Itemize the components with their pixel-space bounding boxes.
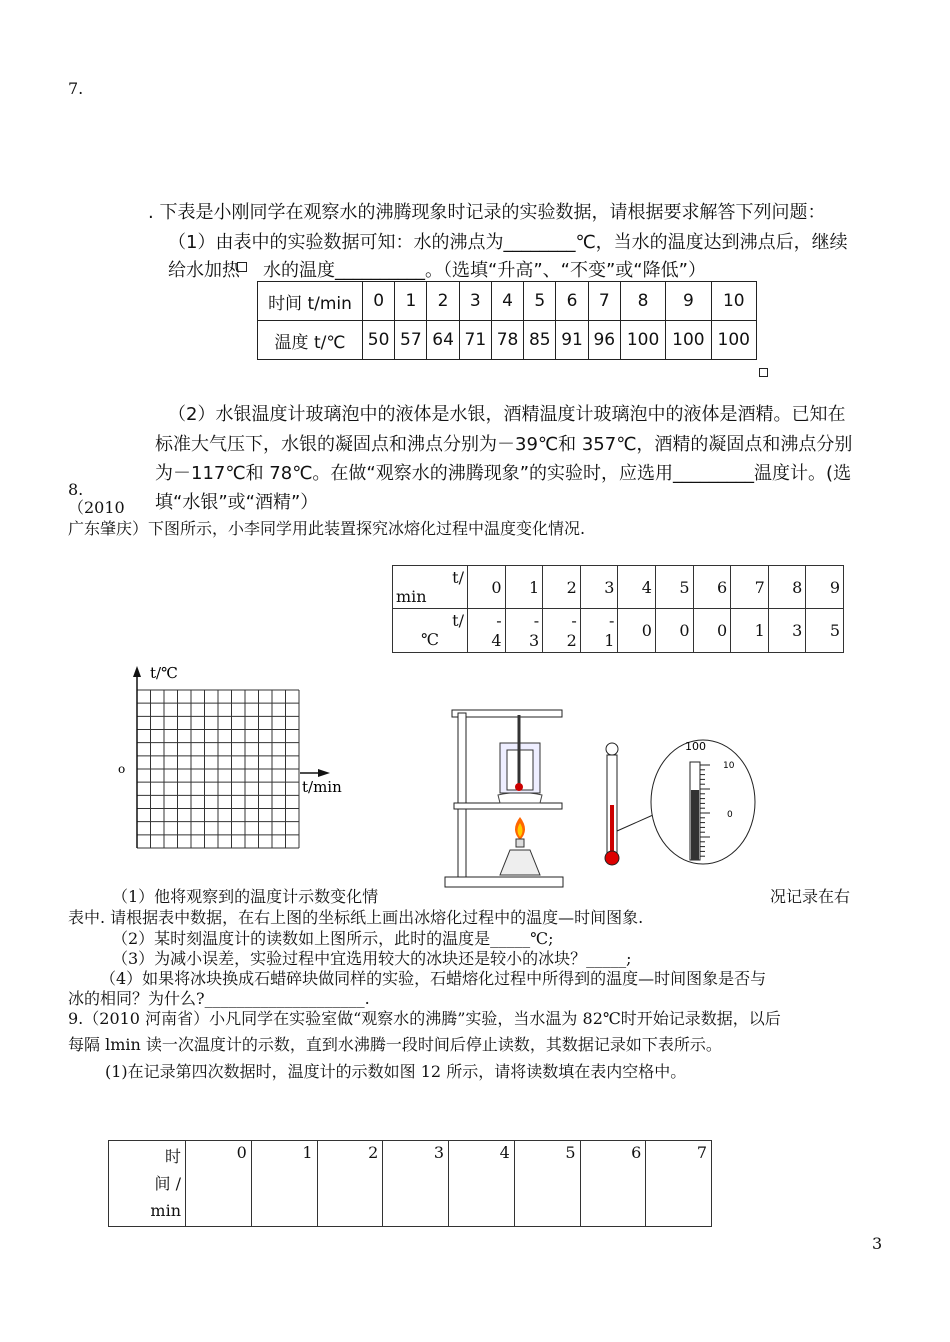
table-cell: t/ ℃ [393,609,468,653]
table-cell: 0 [655,609,693,653]
table-cell: 3 [580,566,618,609]
table-cell: 3 [383,1141,449,1227]
q7-data-table [257,281,757,360]
graph-paper [110,660,360,855]
table-cell: 50 [363,321,395,360]
alcohol-lamp [500,850,540,875]
q9-data-table [108,1140,712,1227]
q8-q4-line1: （4）如果将冰块换成石蜡碎块做同样的实验，石蜡熔化过程中所得到的温度—时间图象是否与 [100,969,767,988]
heating-apparatus [440,705,570,895]
table-cell: 0 [693,609,731,653]
table-cell: 71 [459,321,491,360]
table-cell: - 3 [505,609,543,653]
table-cell: 10 [711,282,756,321]
table-cell: 5 [655,566,693,609]
table-cell: 7 [646,1141,712,1227]
q8-q1-part-c: 表中. 请根据表中数据，在右上图的坐标纸上画出冰熔化过程中的温度—时间图象. [68,908,644,927]
q7-part2-line4: 填“水银”或“酒精”） [155,492,319,513]
callout-line [617,815,653,831]
q8-year: （2010 [68,498,125,517]
table-cell: 100 [666,321,711,360]
y-axis-label: t/℃ [150,664,178,682]
table-cell: 8 [620,282,665,321]
table-cell: 3 [768,609,806,653]
x-axis-arrow-icon [318,769,330,777]
ring-support [454,803,562,809]
clamp-arm [452,710,562,717]
q7-part2-line3: 为－117℃和 78℃。在做“观察水的沸腾现象”的实验时，应选用_________温度计。(选 [155,463,852,484]
wire-gauze [498,793,542,804]
table-row [258,321,757,360]
table-cell: 96 [588,321,620,360]
q8-q3: （3）为减小误差，实验过程中宜选用较大的冰块还是较小的冰块？_____; [112,949,632,968]
table-cell: 1 [505,566,543,609]
table-cell: 5 [514,1141,580,1227]
table-cell: 时 间 / min [109,1141,186,1227]
q8-q1-part-b: 况记录在右 [770,887,851,906]
q7-part2-line1: （2）水银温度计玻璃泡中的液体是水银，酒精温度计玻璃泡中的液体是酒精。已知在 [168,404,846,425]
table-cell: 6 [693,566,731,609]
table-row [393,566,844,609]
table-cell: - 2 [543,609,581,653]
resize-handle-icon [237,262,247,272]
table-cell: 5 [524,282,556,321]
stand-rod [458,713,466,883]
y-axis-arrow-icon [133,666,141,677]
table-cell: 4 [449,1141,515,1227]
q7-part2-line2: 标准大气压下，水银的凝固点和沸点分别为－39℃和 357℃，酒精的凝固点和沸点分别 [155,434,853,455]
table-cell: 85 [524,321,556,360]
table-cell: 4 [491,282,523,321]
q7-part1-line2a: 给水加热 [168,260,240,281]
q9-line3: (1)在记录第四次数据时，温度计的示数如图 12 所示，请将读数填在表内空格中。 [105,1062,687,1081]
table-cell: 0 [186,1141,252,1227]
q7-intro: . 下表是小刚同学在观察水的沸腾现象时记录的实验数据，请根据要求解答下列问题： [148,202,826,223]
q8-q2: （2）某时刻温度计的读数如上图所示，此时的温度是_____℃; [112,929,554,948]
zoom-liquid [691,790,699,860]
table-cell: 8 [768,566,806,609]
q8-number: 8. [68,480,84,499]
zoom-label-10: 10 [723,761,735,771]
table-cell: 温度 t/℃ [258,321,363,360]
table-cell: 1 [731,609,769,653]
q7-number: 7. [68,79,84,98]
q8-data-table [392,565,844,653]
q9-line1: 9.（2010 河南省）小凡同学在实验室做“观察水的沸腾”实验，当水温为 82℃时开始记录数据，以后 [68,1009,781,1028]
table-cell: 0 [618,609,656,653]
table-cell: 5 [806,609,844,653]
table-cell: 2 [427,282,459,321]
thermometer-bulb [515,783,523,791]
table-row [109,1141,712,1227]
table-cell: 9 [806,566,844,609]
table-cell: 7 [588,282,620,321]
zoom-callout [651,740,755,864]
table-cell: 78 [491,321,523,360]
table-cell: 6 [580,1141,646,1227]
table-cell: 1 [251,1141,317,1227]
table-cell: 57 [395,321,427,360]
table-row [258,282,757,321]
zoom-label-100: 100 [685,740,706,753]
x-axis-label: t/min [302,778,342,796]
table-cell: 100 [620,321,665,360]
table-cell: 7 [731,566,769,609]
table-cell: 9 [666,282,711,321]
table-cell: 0 [468,566,506,609]
thermometer-figure [595,735,765,875]
table-cell: 2 [543,566,581,609]
table-cell: 64 [427,321,459,360]
table-cell: 1 [395,282,427,321]
table-cell: 2 [317,1141,383,1227]
zoom-label-0: 0 [727,810,733,820]
q8-q1-part-a: （1）他将观察到的温度计示数变化情 [112,887,379,906]
lamp-wick [516,839,524,847]
table-cell: 3 [459,282,491,321]
q7-part1-line2b: 水的温度__________。（选填“升高”、“不变”或“降低”） [263,260,706,281]
stand-base [445,877,563,887]
table-cell: 91 [556,321,588,360]
table-cell: 时间 t/min [258,282,363,321]
grid-lines [137,690,299,848]
origin-label: o [118,762,126,776]
table-cell: - 4 [468,609,506,653]
table-cell: - 1 [580,609,618,653]
q7-part1-line1: （1）由表中的实验数据可知：水的沸点为________℃，当水的温度达到沸点后，继续 [168,232,848,253]
thermometer-liquid [610,805,614,855]
q8-q4-line2: 冰的相同？为什么?____________________. [68,989,370,1008]
thermometer-cap [606,743,618,755]
table-cell: 100 [711,321,756,360]
page-number: 3 [872,1234,883,1253]
table-cell: 6 [556,282,588,321]
q8-intro: 广东肇庆）下图所示，小李同学用此装置探究冰熔化过程中温度变化情况. [68,519,586,538]
table-row [393,609,844,653]
table-cell: 4 [618,566,656,609]
table-cell: t/ min [393,566,468,609]
thermometer-bulb [605,851,619,865]
table-cell: 0 [363,282,395,321]
resize-handle-icon [759,368,768,377]
q9-line2: 每隔 lmin 读一次温度计的示数，直到水沸腾一段时间后停止读数，其数据记录如下表所示。 [68,1035,722,1054]
